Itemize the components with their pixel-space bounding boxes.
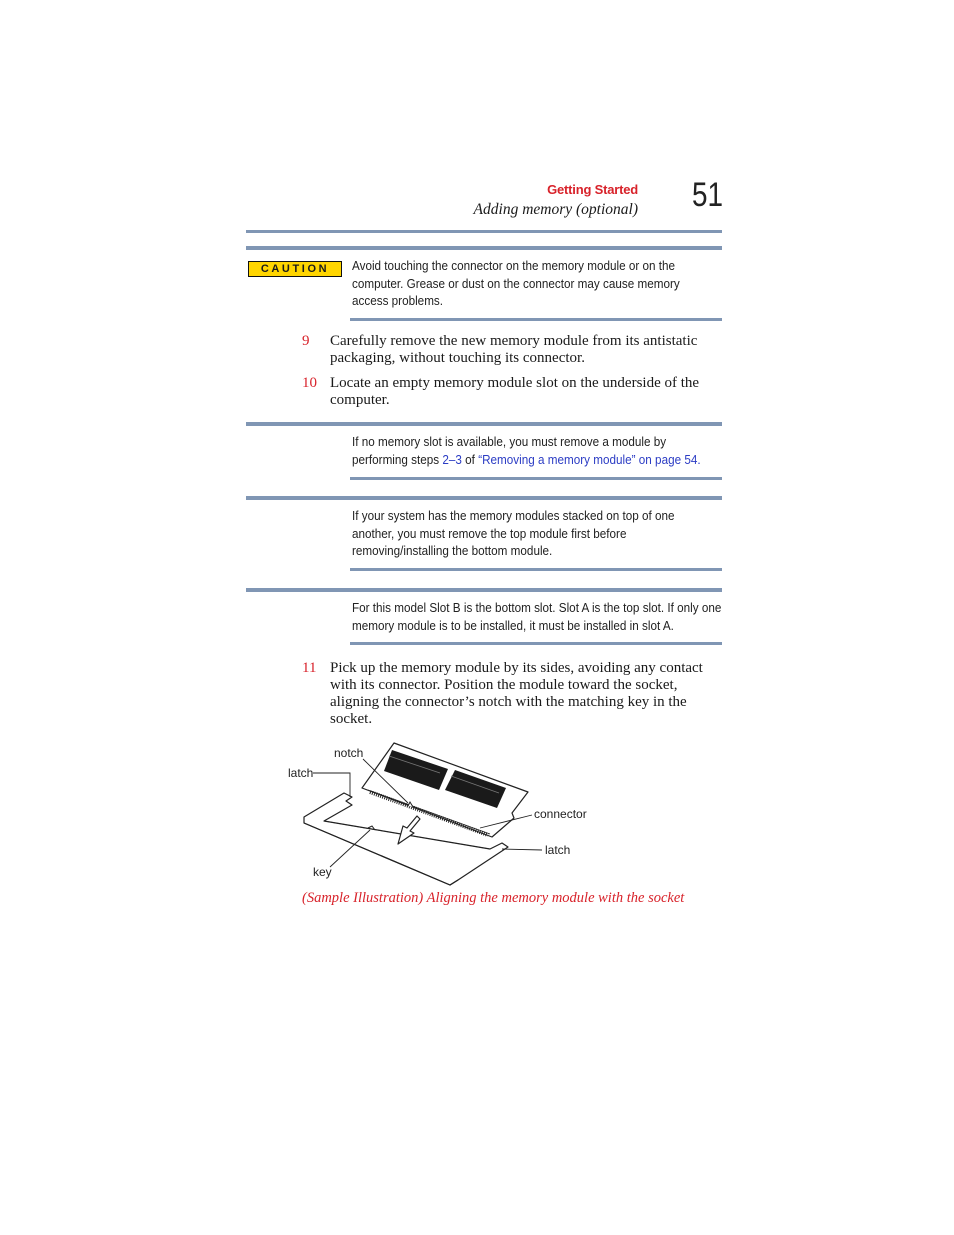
note-top-rule xyxy=(246,422,722,426)
note-text-fragment: . xyxy=(697,451,701,467)
step-line: with its connector. Position the module toward the socket, xyxy=(330,677,678,693)
caution-line: access problems. xyxy=(352,293,444,308)
note-line: removing/installing the bottom module. xyxy=(352,543,553,558)
note-top-rule xyxy=(246,588,722,592)
note-text-fragment: performing steps xyxy=(352,451,443,467)
connector-label: connector xyxy=(534,807,587,821)
step-text xyxy=(330,333,730,367)
caution-line: computer. Grease or dust on the connector may cause memory xyxy=(352,275,680,291)
step-line: aligning the connector’s notch with the matching key in the xyxy=(330,694,687,710)
note-text-fragment: of xyxy=(461,451,479,467)
step-text xyxy=(330,660,730,728)
caution-bottom-rule xyxy=(350,318,722,321)
note-line: If no memory slot is available, you must remove a module by xyxy=(352,434,667,449)
page-number: 51 xyxy=(692,176,724,214)
note-bottom-rule xyxy=(350,477,722,480)
note-bottom-rule xyxy=(350,568,722,571)
note-text xyxy=(352,507,730,560)
step-line: Pick up the memory module by its sides, avoiding any contact xyxy=(330,660,703,676)
step-line: Carefully remove the new memory module from its antistatic xyxy=(330,333,698,349)
note-line: If your system has the memory modules stacked on top of one xyxy=(352,508,675,523)
section-title: Getting Started xyxy=(547,182,638,197)
figure-caption: (Sample Illustration) Aligning the memory module with the socket xyxy=(302,890,685,906)
section-link[interactable]: “Removing a memory module” on page 54 xyxy=(478,451,698,467)
steps-link[interactable]: 2–3 xyxy=(442,451,462,467)
step-number: 10 xyxy=(302,375,317,391)
step-line: socket. xyxy=(330,711,373,727)
note-line: For this model Slot B is the bottom slot. Slot A is the top slot. If only one xyxy=(352,600,722,615)
header-rule xyxy=(246,230,722,233)
latch-left-label: latch xyxy=(288,766,314,780)
note-top-rule xyxy=(246,496,722,500)
subsection-title: Adding memory (optional) xyxy=(473,201,638,218)
caution-badge: CAUTION xyxy=(248,261,342,277)
notch-label: notch xyxy=(334,746,364,760)
note-line xyxy=(352,451,730,469)
latch-right-label: latch xyxy=(545,843,571,857)
step-number: 9 xyxy=(302,333,310,349)
step-text xyxy=(330,375,730,409)
note-line: memory module is to be installed, it must be installed in slot A. xyxy=(352,617,674,633)
step-number: 11 xyxy=(302,660,317,676)
note-text xyxy=(352,599,730,634)
note-bottom-rule xyxy=(350,642,722,645)
memory-module xyxy=(362,743,528,837)
caution-top-rule xyxy=(246,246,722,250)
caution-text xyxy=(352,257,721,310)
memory-module-illustration xyxy=(280,735,610,890)
step-line: Locate an empty memory module slot on the underside of the xyxy=(330,375,700,391)
note-line: another, you must remove the top module first before xyxy=(352,525,627,541)
caution-line: Avoid touching the connector on the memory module or on the xyxy=(352,258,676,273)
step-line: computer. xyxy=(330,392,390,408)
key-label: key xyxy=(313,865,332,879)
step-line: packaging, without touching its connector. xyxy=(330,350,585,366)
note-text xyxy=(352,433,730,468)
